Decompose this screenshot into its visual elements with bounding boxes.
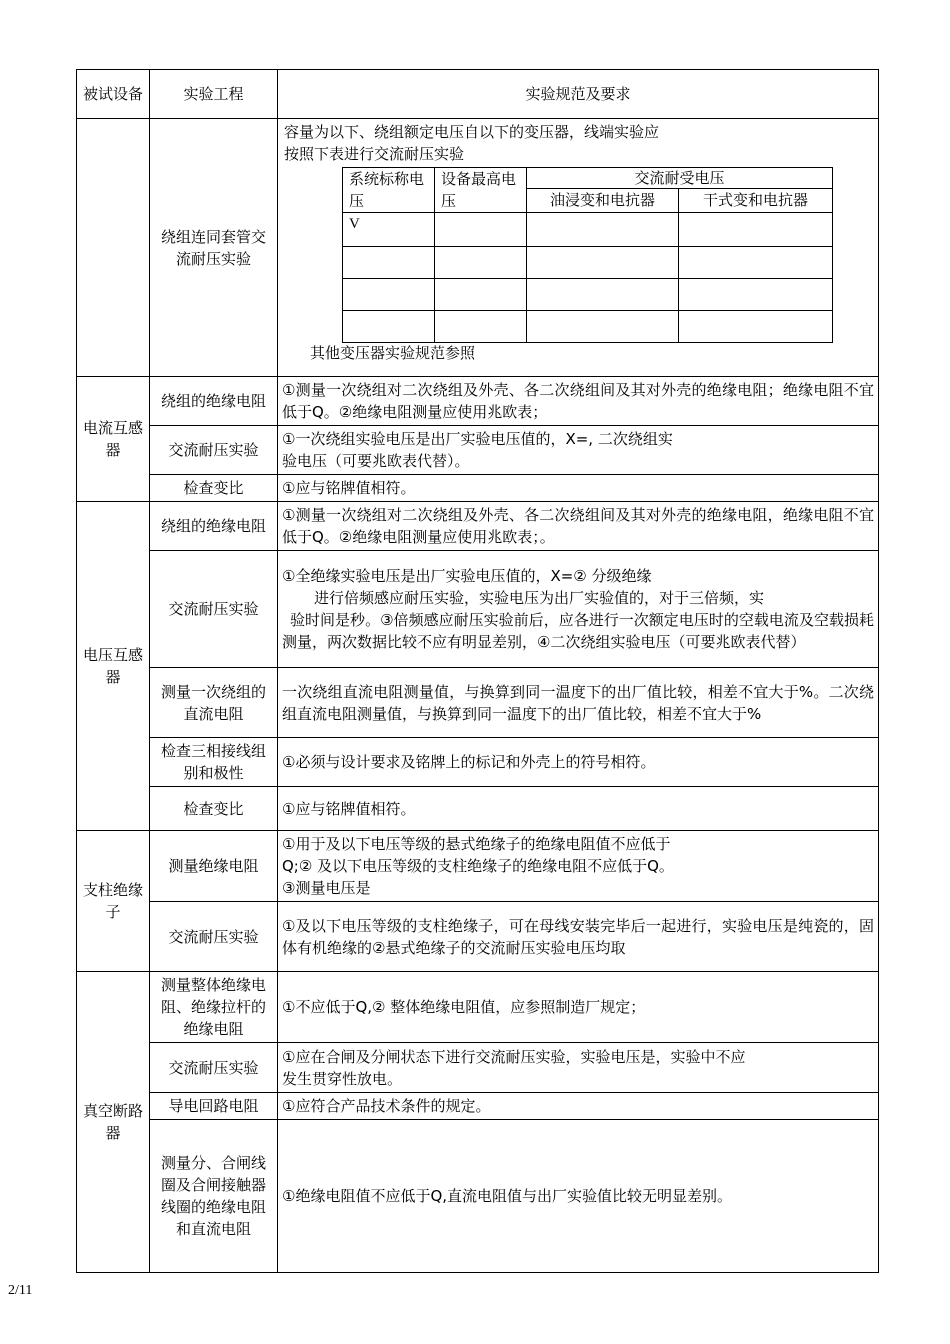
ct-row-3	[77, 475, 879, 502]
header-spec: 实验规范及要求	[278, 70, 879, 119]
table-cell	[343, 279, 435, 311]
table-cell	[435, 247, 527, 279]
breaker-row-1	[77, 972, 879, 1043]
breaker-item-3: 导电回路电阻	[150, 1093, 278, 1120]
insulator-item-1: 测量绝缘电阻	[150, 831, 278, 902]
vt-spec-2-line-3: 验时间是秒。③倍频感应耐压实验前后，应各进行一次额定电压时的空载电流及空载损耗测量，两次数据比较不应有明显差别，④二次绕组实验电压（可要兆欧表代替）	[282, 611, 874, 651]
breaker-item-2: 交流耐压实验	[150, 1043, 278, 1093]
vt-row-5	[77, 787, 879, 831]
vt-item-5: 检查变比	[150, 787, 278, 831]
transformer-intro-1: 容量为以下、绕组额定电压自以下的变压器，线端实验应	[284, 123, 660, 141]
table-cell	[435, 311, 527, 343]
transformer-intro-2: 按照下表进行交流耐压实验	[284, 145, 465, 163]
test-spec-table	[76, 69, 879, 1273]
transformer-spec-cell	[278, 119, 879, 377]
vt-spec-2-line-2: 进行倍频感应耐压实验，实验电压为出厂实验值的，对于三倍频，实	[314, 589, 765, 607]
table-cell	[435, 213, 527, 247]
ct-device: 电流互感器	[77, 377, 150, 502]
table-row	[343, 279, 833, 311]
breaker-spec-4: ①绝缘电阻值不应低于Q,直流电阻值与出厂实验值比较无明显差别。	[278, 1120, 879, 1273]
insulator-row-1	[77, 831, 879, 902]
header-row	[77, 70, 879, 119]
insulator-spec-1-line-3: ③测量电压是	[282, 879, 371, 897]
col-dry-type: 干式变和电抗器	[679, 189, 833, 213]
vt-spec-2-line-1: ①全绝缘实验电压是出厂实验电压值的，X=② 分级绝缘	[282, 567, 652, 585]
vt-item-4: 检查三相接线组别和极性	[150, 738, 278, 787]
vt-row-4	[77, 738, 879, 787]
table-cell: V	[343, 213, 435, 247]
table-cell	[343, 247, 435, 279]
table-cell	[527, 213, 679, 247]
transformer-device-cell	[77, 119, 150, 377]
ct-spec-2-line-1: ①一次绕组实验电压是出厂实验电压值的，X=, 二次绕组实	[282, 430, 673, 448]
breaker-spec-1: ①不应低于Q,② 整体绝缘电阻值，应参照制造厂规定；	[278, 972, 879, 1043]
vt-spec-5: ①应与铭牌值相符。	[278, 787, 879, 831]
withstand-header-row	[343, 168, 833, 189]
vt-row-2	[77, 551, 879, 668]
vt-spec-2	[278, 551, 879, 668]
table-cell	[527, 279, 679, 311]
vt-item-1: 绕组的绝缘电阻	[150, 502, 278, 551]
insulator-spec-2: ①及以下电压等级的支柱绝缘子，可在母线安装完毕后一起进行，实验电压是纯瓷的，固体有机绝缘的②悬式绝缘子的交流耐压实验电压均取	[278, 902, 879, 972]
breaker-row-3	[77, 1093, 879, 1120]
page-number: 2/11	[8, 1283, 33, 1298]
ct-row-2	[77, 426, 879, 475]
breaker-row-4	[77, 1120, 879, 1273]
table-cell	[679, 247, 833, 279]
transformer-footer: 其他变压器实验规范参照	[310, 344, 476, 362]
ct-spec-1: ①测量一次绕组对二次绕组及外壳、各二次绕组间及其对外壳的绝缘电阻；绝缘电阻不宜低于Q。②绝缘电阻测量应使用兆欧表；	[278, 377, 879, 426]
table-cell	[527, 311, 679, 343]
ct-spec-2	[278, 426, 879, 475]
transformer-item: 绕组连同套管交流耐压实验	[150, 119, 278, 377]
insulator-row-2	[77, 902, 879, 972]
ct-item-3: 检查变比	[150, 475, 278, 502]
vt-spec-4: ①必须与设计要求及铭牌上的标记和外壳上的符号相符。	[278, 738, 879, 787]
breaker-spec-2-line-1: ①应在合闸及分闸状态下进行交流耐压实验，实验电压是，实验中不应	[282, 1047, 746, 1066]
insulator-device: 支柱绝缘子	[77, 831, 150, 972]
ct-spec-2-line-2: 验电压（可要兆欧表代替）。	[282, 452, 470, 470]
col-withstand-voltage: 交流耐受电压	[527, 168, 833, 189]
vt-spec-1: ①测量一次绕组对二次绕组及外壳、各二次绕组间及其对外壳的绝缘电阻，绝缘电阻不宜低于Q。②绝缘电阻测量应使用兆欧表；。	[278, 502, 879, 551]
col-max-voltage: 设备最高电压	[435, 168, 527, 213]
vt-device: 电压互感器	[77, 502, 150, 831]
ct-spec-3: ①应与铭牌值相符。	[278, 475, 879, 502]
table-cell	[679, 279, 833, 311]
breaker-spec-2-line-2: 发生贯穿性放电。	[282, 1069, 403, 1088]
col-system-voltage: 系统标称电压	[343, 168, 435, 213]
table-cell	[343, 311, 435, 343]
table-cell	[679, 311, 833, 343]
insulator-item-2: 交流耐压实验	[150, 902, 278, 972]
withstand-voltage-table	[342, 167, 833, 343]
breaker-row-2	[77, 1043, 879, 1093]
vt-row-1	[77, 502, 879, 551]
insulator-spec-1-line-1: ①用于及以下电压等级的悬式绝缘子的绝缘电阻值不应低于	[282, 835, 671, 853]
header-item: 实验工程	[150, 70, 278, 119]
ct-item-1: 绕组的绝缘电阻	[150, 377, 278, 426]
table-row	[343, 311, 833, 343]
vt-row-3	[77, 668, 879, 738]
vt-item-2: 交流耐压实验	[150, 551, 278, 668]
vt-item-3: 测量一次绕组的直流电阻	[150, 668, 278, 738]
table-cell	[527, 247, 679, 279]
table-row	[343, 247, 833, 279]
table-row	[343, 213, 833, 247]
transformer-row	[77, 119, 879, 377]
table-cell	[435, 279, 527, 311]
breaker-spec-2	[278, 1043, 879, 1093]
header-device: 被试设备	[77, 70, 150, 119]
vt-spec-3: 一次绕组直流电阻测量值，与换算到同一温度下的出厂值比较，相差不宜大于%。二次绕组直流电阻测量值，与换算到同一温度下的出厂值比较，相差不宜大于%	[278, 668, 879, 738]
breaker-device: 真空断路器	[77, 972, 150, 1273]
breaker-spec-3: ①应符合产品技术条件的规定。	[278, 1093, 879, 1120]
col-oil-immersed: 油浸变和电抗器	[527, 189, 679, 213]
breaker-item-1: 测量整体绝缘电阻、绝缘拉杆的绝缘电阻	[150, 972, 278, 1043]
insulator-spec-1-line-2: Q;② 及以下电压等级的支柱绝缘子的绝缘电阻不应低于Q。	[282, 857, 674, 875]
breaker-item-4: 测量分、合闸线圈及合闸接触器线圈的绝缘电阻和直流电阻	[150, 1120, 278, 1273]
table-cell	[679, 213, 833, 247]
insulator-spec-1	[278, 831, 879, 902]
ct-row-1	[77, 377, 879, 426]
ct-item-2: 交流耐压实验	[150, 426, 278, 475]
